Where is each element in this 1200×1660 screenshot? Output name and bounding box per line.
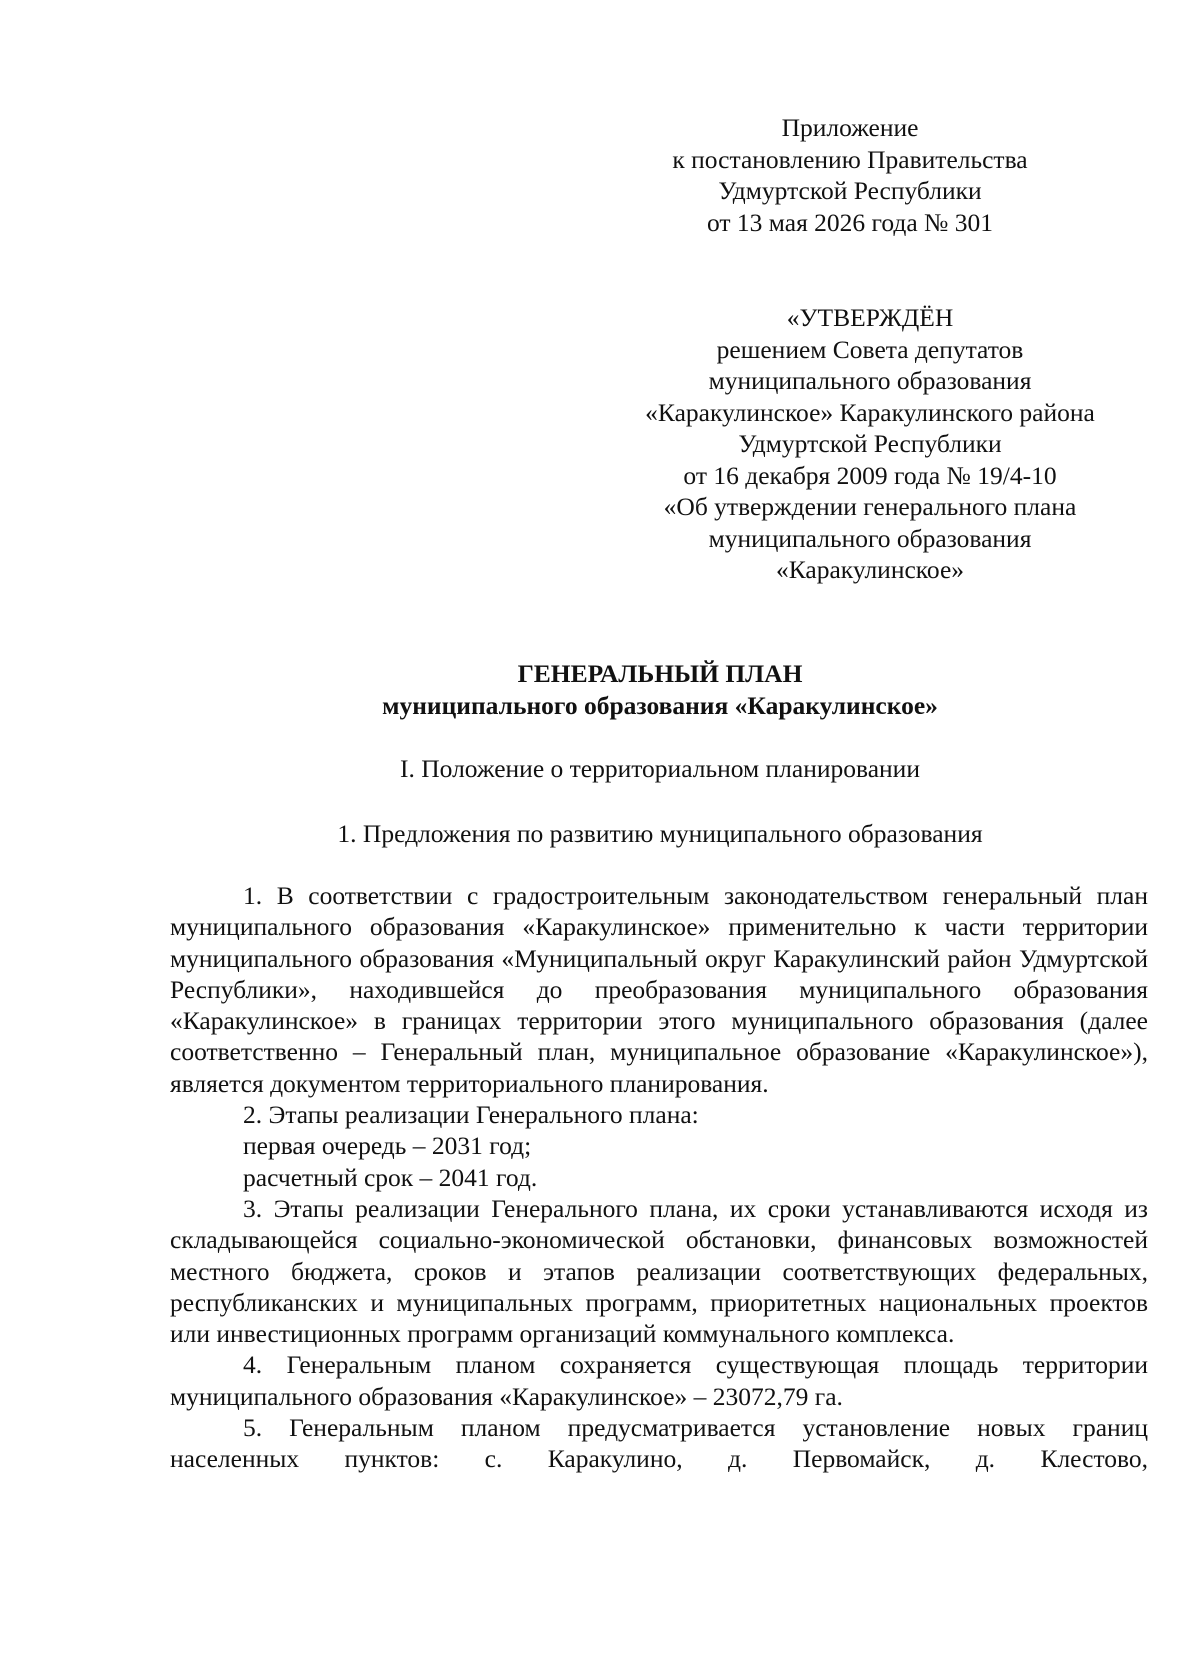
appendix-line: от 13 мая 2026 года № 301 <box>706 207 994 237</box>
appendix-line: Приложение <box>781 113 919 142</box>
document-title: ГЕНЕРАЛЬНЫЙ ПЛАН <box>517 659 803 688</box>
paragraph-5: 5. Генеральным планом предусматривается установление новых границ населенных пунктов: с. Каракулино, д. Первомайск, д. Клестово, <box>170 1413 1148 1474</box>
appendix-header <box>640 112 1060 238</box>
section-heading: I. Положение о территориальном планировании <box>400 754 920 783</box>
appendix-line: к постановлению Правительства <box>672 144 1028 174</box>
approval-line: от 16 декабря 2009 года № 19/4-10 <box>683 460 1057 490</box>
document-body <box>170 880 1148 1475</box>
approval-line: муниципального образования <box>708 366 1032 395</box>
approval-line: «Каракулинское» <box>775 555 965 584</box>
approval-stamp-text <box>600 302 1140 586</box>
paragraph-stage-2: расчетный срок – 2041 год. <box>243 1162 538 1192</box>
paragraph-3: 3. Этапы реализации Генерального плана, их сроки устанавливаются исходя из складывающейся социально-экономической обстановки, финансовых возможностей местного бюджета, сроков и этапов реализации соответствующих федеральных, республиканских и муниципальных программ, приоритетных национальных проектов или инвестиционных программ организаций коммунального комплекса. <box>170 1193 1148 1349</box>
approval-line: «УТВЕРЖДЁН <box>786 303 954 332</box>
approval-line: Удмуртской Республики <box>738 429 1002 458</box>
paragraph-stage-1: первая очередь – 2031 год; <box>243 1131 532 1161</box>
document-subtitle: муниципального образования «Каракулинское» <box>382 691 938 720</box>
approval-line: муниципального образования <box>708 523 1032 553</box>
paragraph-1: 1. В соответствии с градостроительным законодательством генеральный план муниципального образования «Каракулинское» применительно к части территории муниципального образования «Муниципальный округ Каракулинский район Удмуртской Республики», находившейся до преобразования муниципального образования «Каракулинское» в границах территории этого муниципального образования (далее соответственно – Генеральный план, муниципальное образование «Каракулинское»), является документом территориального планирования. <box>170 881 1148 1098</box>
paragraph-4: 4. Генеральным планом сохраняется существующая площадь территории муниципального образования «Каракулинское» – 23072,79 га. <box>170 1350 1148 1411</box>
approval-line: «Об утверждении генерального плана <box>663 492 1077 521</box>
approval-line: решением Совета депутатов <box>716 334 1024 364</box>
approval-line: «Каракулинское» Каракулинского района <box>645 397 1095 427</box>
appendix-line: Удмуртской Республики <box>718 176 982 205</box>
paragraph-2: 2. Этапы реализации Генерального плана: <box>243 1100 699 1130</box>
subsection-heading: 1. Предложения по развитию муниципального образования <box>337 819 983 848</box>
